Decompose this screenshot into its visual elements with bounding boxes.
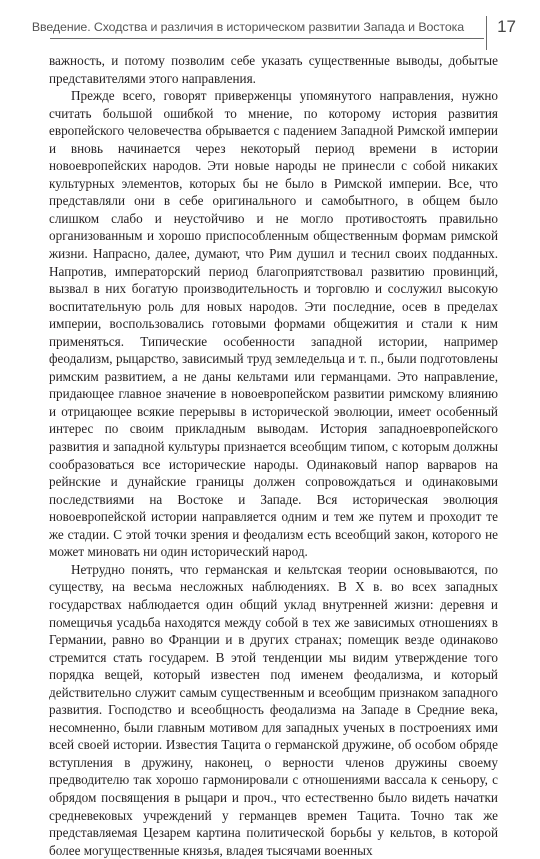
running-header — [31, 14, 516, 38]
paragraph-continuation: важность, и потому позволим себе указать существенные выводы, добытые представителями этого направления. — [49, 53, 498, 86]
paragraph: Прежде всего, говорят приверженцы упомянутого направления, нужно считать большой ошибкой то мнение, по которому история развития европейского человечества обрывается с падением Западной Римской империи и вновь начинается через некоторый период времени в истории новоевропейских народов. Эти новые народы не принесли с собой никаких культурных элементов, которых бы не было в Римской империи. Все, что представляли они в себе оригинального и самобытного, в общем было слишком слабо и неустойчиво и не могло противостоять правильно организованным и хорошо приспособленным общественным формам римской жизни. Напрасно, далее, думают, что Рим душил и теснил своих подданных. Напротив, императорский период благоприятствовал развитию провинций, вызвал в них богатую производительность и торговлю и сослужил высокую воспитательную роль для новых народов. Эти последние, осев в пределах империи, воспользовались готовыми формами общежития и стали к ним применяться. Типические особенности западной истории, например феодализм, рыцарство, зависимый труд земледельца и т. п., были подготовлены римским развитием, а не даны кельтами или германцами. Это направление, придающее главное значение в новоевропейском развитии римскому влиянию и отрицающее всякие перерывы в исторической эволюции, имеет особенный интерес по своим прикладным выводам. История западноевропейского развития и западной культуры признается всеобщим типом, с которым должны сообразоваться все исторические народы. Одинаковый напор варваров на рейнские и дунайские границы должен сопровождаться и одинаковыми последствиями на Востоке и Западе. Вся историческая эволюция новоевропейской истории направляется одним и тем же путем и проходит те же стадии. С этой точки зрения и феодализм есть всеобщий закон, которого не может миновать ни один исторический народ. — [49, 88, 498, 560]
running-header-title: Введение. Сходства и различия в историческом развитии Запада и Востока — [31, 20, 464, 34]
body-text — [49, 52, 498, 859]
header-rule — [50, 38, 484, 39]
paragraph: Нетрудно понять, что германская и кельтская теории основываются, по существу, на весьма несложных наблюдениях. В X в. во всех западных государствах наблюдается один общий уклад внутренней жизни: деревня и помещичья усадьба находятся между собой в тех же зависимых отношениях в Германии, равно во Франции и в других странах; помещик везде одинаково стремится стать государем. В этой тенденции мы видим утверждение того порядка вещей, который известен под именем феодализма, и который действительно служит самым существенным и всеобщим признаком западного развития. Господство и всеобщность феодализма на Западе в Средние века, несомненно, были главным мотивом для западных ученых в построениях ими всей своей истории. Известия Тацита о германской дружине, об особом обряде вступления в дружину, наконец, о верности членов дружины своему предводителю так хорошо гармонировали с отношениями вассала к сеньору, с обрядом посвящения в рыцари и проч., что естественно было видеть начатки средневековых учреждений у германцев времен Тацита. Точно так же представляемая Цезарем картина политической борьбы у кельтов, в которой более могущественные князья, владея тысячами военных — [49, 561, 498, 858]
page-number: 17 — [497, 17, 516, 36]
header-separator — [486, 16, 487, 50]
